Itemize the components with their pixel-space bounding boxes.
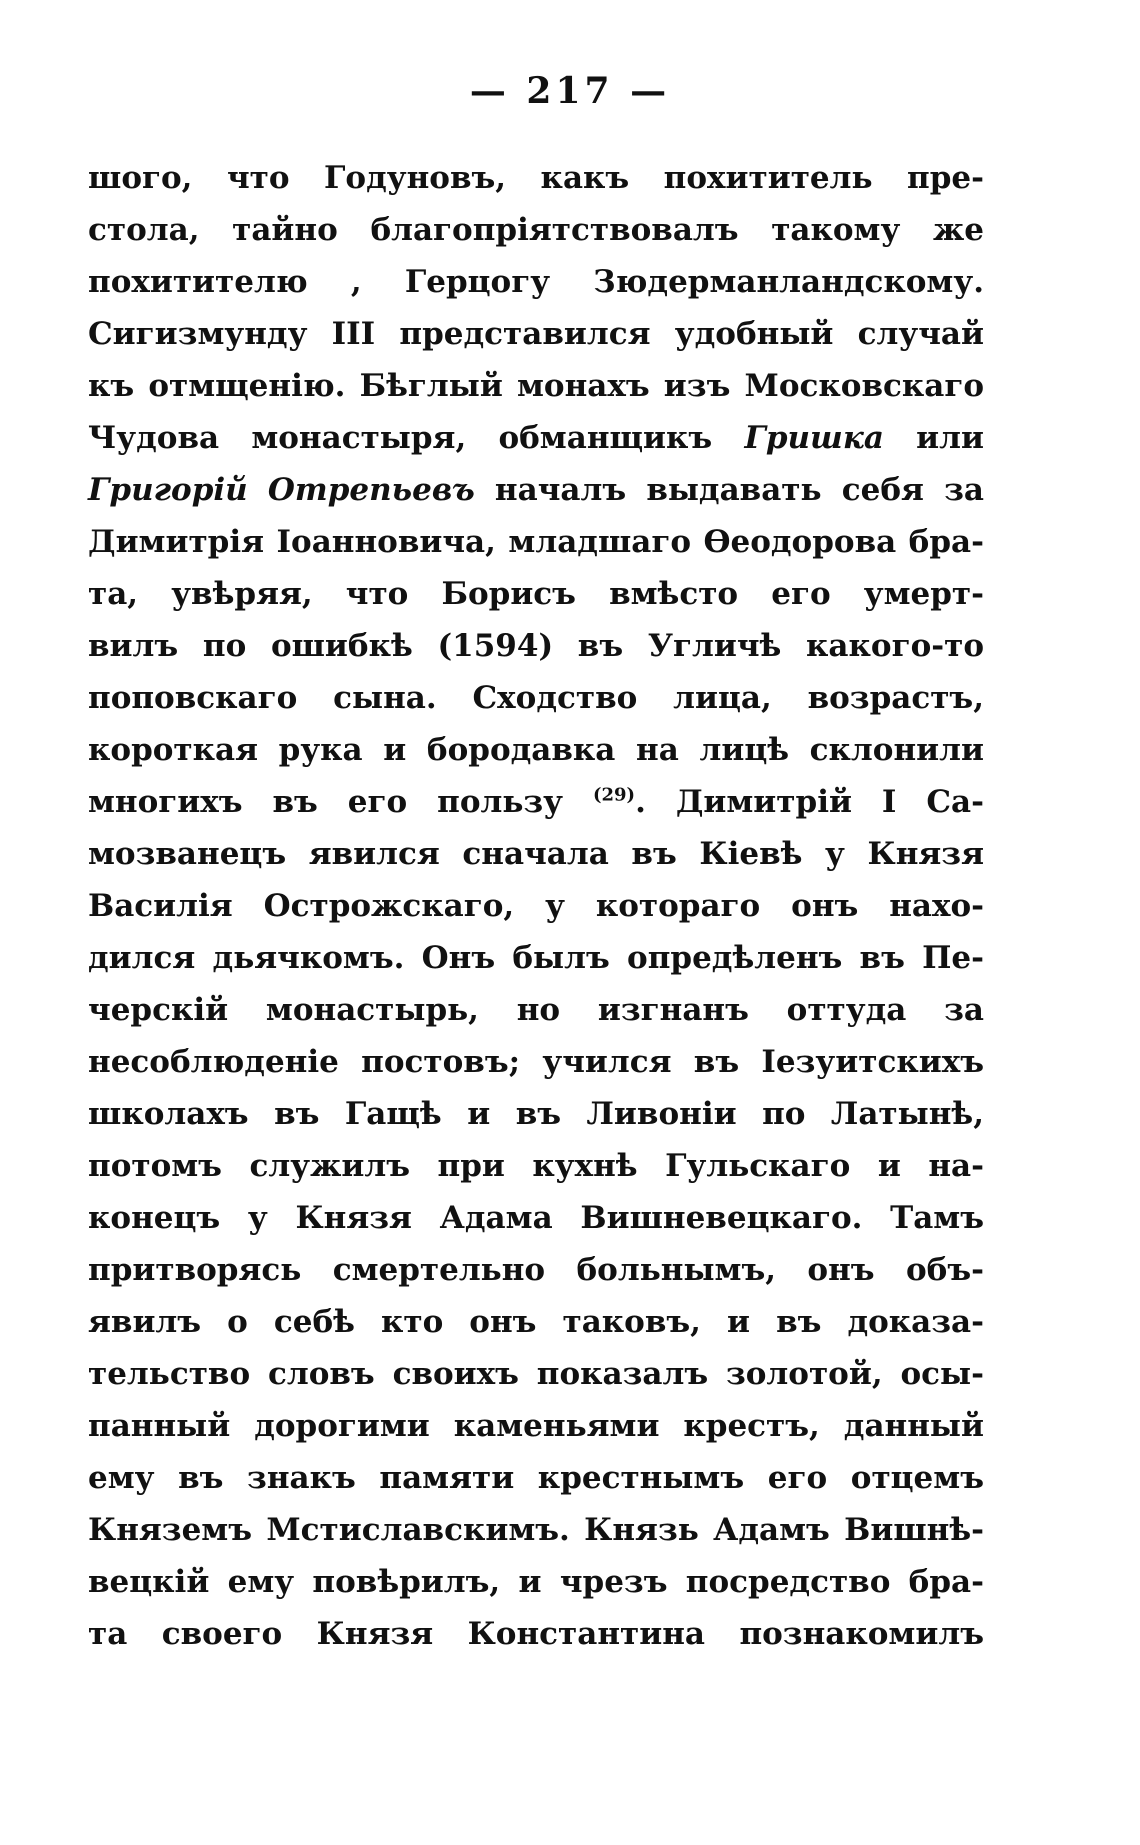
text-line: мозванецъ явился сначала въ Кіевѣ у Князя xyxy=(88,836,984,872)
text-line: притворясь смертельно больнымъ, онъ объ- xyxy=(88,1252,984,1288)
text-line: поповскаго сына. Сходство лица, возрастъ, xyxy=(88,680,984,716)
text-line: явилъ о себѣ кто онъ таковъ, и въ доказа- xyxy=(88,1304,984,1340)
text-line: Чудова монастыря, обманщикъ Гришка или xyxy=(88,420,984,456)
text-line: потомъ служилъ при кухнѣ Гульскаго и на- xyxy=(88,1148,984,1184)
text-line: несоблюденіе постовъ; учился въ Іезуитскихъ xyxy=(88,1044,984,1080)
text-line: стола, тайно благопріятствовалъ такому же xyxy=(88,212,984,248)
page-number-header: — 217 — xyxy=(469,70,671,112)
text-line: Княземъ Мстиславскимъ. Князь Адамъ Вишнѣ- xyxy=(88,1512,984,1548)
text-line: Сигизмунду III представился удобный случай xyxy=(88,316,984,352)
text-line: черскій монастырь, но изгнанъ оттуда за xyxy=(88,992,984,1028)
text-line: многихъ въ его пользу $^{(29)}$. Димитрій I Са- xyxy=(88,784,984,820)
text-line: школахъ въ Гащѣ и въ Ливоніи по Латынѣ, xyxy=(88,1096,984,1132)
text-line: шого, что Годуновъ, какъ похититель пре- xyxy=(88,160,984,196)
text-line: панный дорогими каменьями крестъ, данный xyxy=(88,1408,984,1444)
text-line: ему въ знакъ памяти крестнымъ его отцемъ xyxy=(88,1460,984,1496)
text-line: вилъ по ошибкѣ (1594) въ Угличѣ какого-то xyxy=(88,628,984,664)
body-text xyxy=(88,152,984,1660)
text-line: къ отмщенію. Бѣглый монахъ изъ Московскаго xyxy=(88,368,984,404)
text-line: тельство словъ своихъ показалъ золотой, осы- xyxy=(88,1356,984,1392)
footnote-reference: (29) xyxy=(592,784,636,806)
italic-name: Григорій Отрепьевъ xyxy=(88,472,475,508)
text-line: Василія Острожскаго, у котораго онъ нахо- xyxy=(88,888,984,924)
text-line: Григорій Отрепьевъ началъ выдавать себя за xyxy=(88,472,984,508)
text-line: похитителю , Герцогу Зюдерманландскому. xyxy=(88,264,984,300)
text-line: та, увѣряя, что Борисъ вмѣсто его умерт- xyxy=(88,576,984,612)
text-line: Димитрія Іоанновича, младшаго Ѳеодорова бра- xyxy=(88,524,984,560)
text-line: та своего Князя Константина познакомилъ xyxy=(88,1616,984,1652)
text-line: короткая рука и бородавка на лицѣ склонили xyxy=(88,732,984,768)
text-line: дился дьячкомъ. Онъ былъ опредѣленъ въ Пе- xyxy=(88,940,984,976)
italic-name: Гришка xyxy=(744,420,884,456)
text-line: вецкій ему повѣрилъ, и чрезъ посредство бра- xyxy=(88,1564,984,1600)
text-line: конецъ у Князя Адама Вишневецкаго. Тамъ xyxy=(88,1200,984,1236)
